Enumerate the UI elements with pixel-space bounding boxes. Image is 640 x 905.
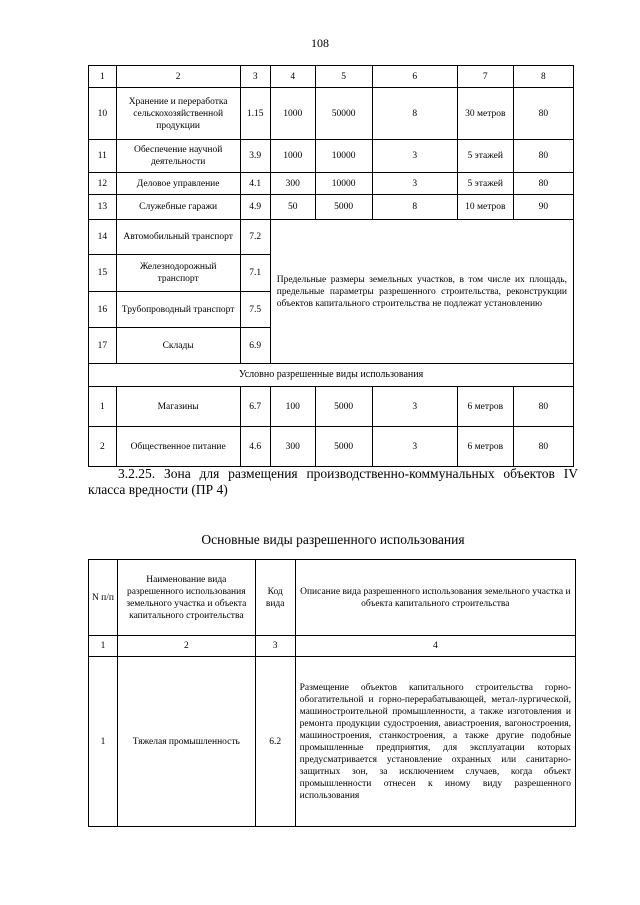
table-row [89, 657, 576, 827]
cell-c5: 10000 [315, 173, 372, 195]
cell-name: Общественное питание [116, 427, 240, 467]
cell-c8: 80 [513, 387, 573, 427]
cell-n: 12 [89, 173, 117, 195]
cell-code: 4.9 [240, 195, 270, 220]
zone-parameters-table [88, 65, 574, 467]
column-number: 3 [240, 66, 270, 88]
cell-code: 6.9 [240, 328, 270, 364]
column-number: 2 [117, 636, 255, 657]
cell-c7: 10 метров [457, 195, 513, 220]
table-row [89, 195, 574, 220]
table-row [89, 427, 574, 467]
column-number: 2 [116, 66, 240, 88]
column-number-row [89, 66, 574, 88]
cell-c7: 30 метров [457, 88, 513, 140]
cell-name: Склады [116, 328, 240, 364]
cell-name: Трубопроводный транспорт [116, 292, 240, 328]
cell-n: 16 [89, 292, 117, 328]
column-number: 1 [89, 636, 118, 657]
main-uses-table [88, 559, 576, 827]
cell-c5: 50000 [315, 88, 372, 140]
cell-n: 14 [89, 220, 117, 255]
cell-c8: 90 [513, 195, 573, 220]
column-number: 4 [295, 636, 575, 657]
cell-n: 13 [89, 195, 117, 220]
cell-name: Служебные гаражи [116, 195, 240, 220]
cell-code: 7.2 [240, 220, 270, 255]
cell-code: 4.1 [240, 173, 270, 195]
cell-name: Обеспечение научной деятельности [116, 140, 240, 173]
column-number-row [89, 636, 576, 657]
cell-n: 1 [89, 657, 118, 827]
cell-c7: 5 этажей [457, 140, 513, 173]
cell-code: 7.1 [240, 255, 270, 292]
cell-description: Размещение объектов капитального строительства горно-обогатительной и горно-перерабатывающей, метал-лургической, машиностроительной промышленности, а также изготовления и ремонта продукции судостроения, авиастроения, вагоностроения, машиностроения, станкостроения, а также другие подобные промышленные предприятия, для эксплуатации которых предусматривается установление охранных или санитарно-защитных зон, за исключением случаев, когда объект промышленности отнесен к иному виду разрешенного использования [295, 657, 575, 827]
cell-c4: 100 [270, 387, 315, 427]
column-header: Код вида [255, 560, 295, 636]
table-row [89, 140, 574, 173]
cell-code: 6.2 [255, 657, 295, 827]
header-row [89, 560, 576, 636]
column-number: 4 [270, 66, 315, 88]
cell-code: 6.7 [240, 387, 270, 427]
page-number: 108 [311, 36, 329, 50]
cell-name: Деловое управление [116, 173, 240, 195]
cell-c4: 50 [270, 195, 315, 220]
cell-name: Тяжелая промышленность [117, 657, 255, 827]
column-number: 1 [89, 66, 117, 88]
column-number: 3 [255, 636, 295, 657]
column-number: 5 [315, 66, 372, 88]
cell-c7: 6 метров [457, 427, 513, 467]
cell-c6: 3 [372, 173, 457, 195]
cell-n: 2 [89, 427, 117, 467]
section-title-row [89, 364, 574, 387]
cell-c8: 80 [513, 427, 573, 467]
cell-c7: 6 метров [457, 387, 513, 427]
cell-n: 11 [89, 140, 117, 173]
cell-c4: 1000 [270, 88, 315, 140]
cell-c5: 10000 [315, 140, 372, 173]
cell-c5: 5000 [315, 427, 372, 467]
conditional-uses-title: Условно разрешенные виды использования [89, 364, 574, 387]
cell-c5: 5000 [315, 195, 372, 220]
cell-code: 1.15 [240, 88, 270, 140]
cell-n: 17 [89, 328, 117, 364]
cell-c7: 5 этажей [457, 173, 513, 195]
table-row [89, 220, 574, 255]
cell-n: 10 [89, 88, 117, 140]
zone-heading: 3.2.25. Зона для размещения производственно-коммунальных объектов IV класса вредности (ПР 4) [88, 466, 578, 497]
column-number: 6 [372, 66, 457, 88]
cell-c5: 5000 [315, 387, 372, 427]
cell-c4: 1000 [270, 140, 315, 173]
not-established-note: Предельные размеры земельных участков, в том числе их площадь, предельные параметры разрешенного строительства, реконструкции объектов капитального строительства не подлежат установлению [270, 220, 573, 364]
cell-c8: 80 [513, 140, 573, 173]
cell-c6: 8 [372, 88, 457, 140]
table-row [89, 88, 574, 140]
column-number: 7 [457, 66, 513, 88]
column-header: Описание вида разрешенного использования земельного участка и объекта капитального строительства [295, 560, 575, 636]
column-number: 8 [513, 66, 573, 88]
cell-name: Хранение и переработка сельскохозяйственной продукции [116, 88, 240, 140]
cell-c8: 80 [513, 88, 573, 140]
cell-c6: 3 [372, 387, 457, 427]
cell-name: Магазины [116, 387, 240, 427]
table-row [89, 387, 574, 427]
cell-c6: 3 [372, 140, 457, 173]
column-header: Наименование вида разрешенного использования земельного участка и объекта капитального строительства [117, 560, 255, 636]
table-row [89, 173, 574, 195]
cell-name: Железнодорожный транспорт [116, 255, 240, 292]
main-uses-heading: Основные виды разрешенного использования [201, 532, 465, 547]
cell-c4: 300 [270, 173, 315, 195]
cell-n: 1 [89, 387, 117, 427]
cell-n: 15 [89, 255, 117, 292]
cell-code: 7.5 [240, 292, 270, 328]
cell-name: Автомобильный транспорт [116, 220, 240, 255]
cell-c6: 8 [372, 195, 457, 220]
cell-code: 4.6 [240, 427, 270, 467]
cell-c6: 3 [372, 427, 457, 467]
cell-c8: 80 [513, 173, 573, 195]
column-header: N п/п [89, 560, 118, 636]
cell-c4: 300 [270, 427, 315, 467]
cell-code: 3.9 [240, 140, 270, 173]
